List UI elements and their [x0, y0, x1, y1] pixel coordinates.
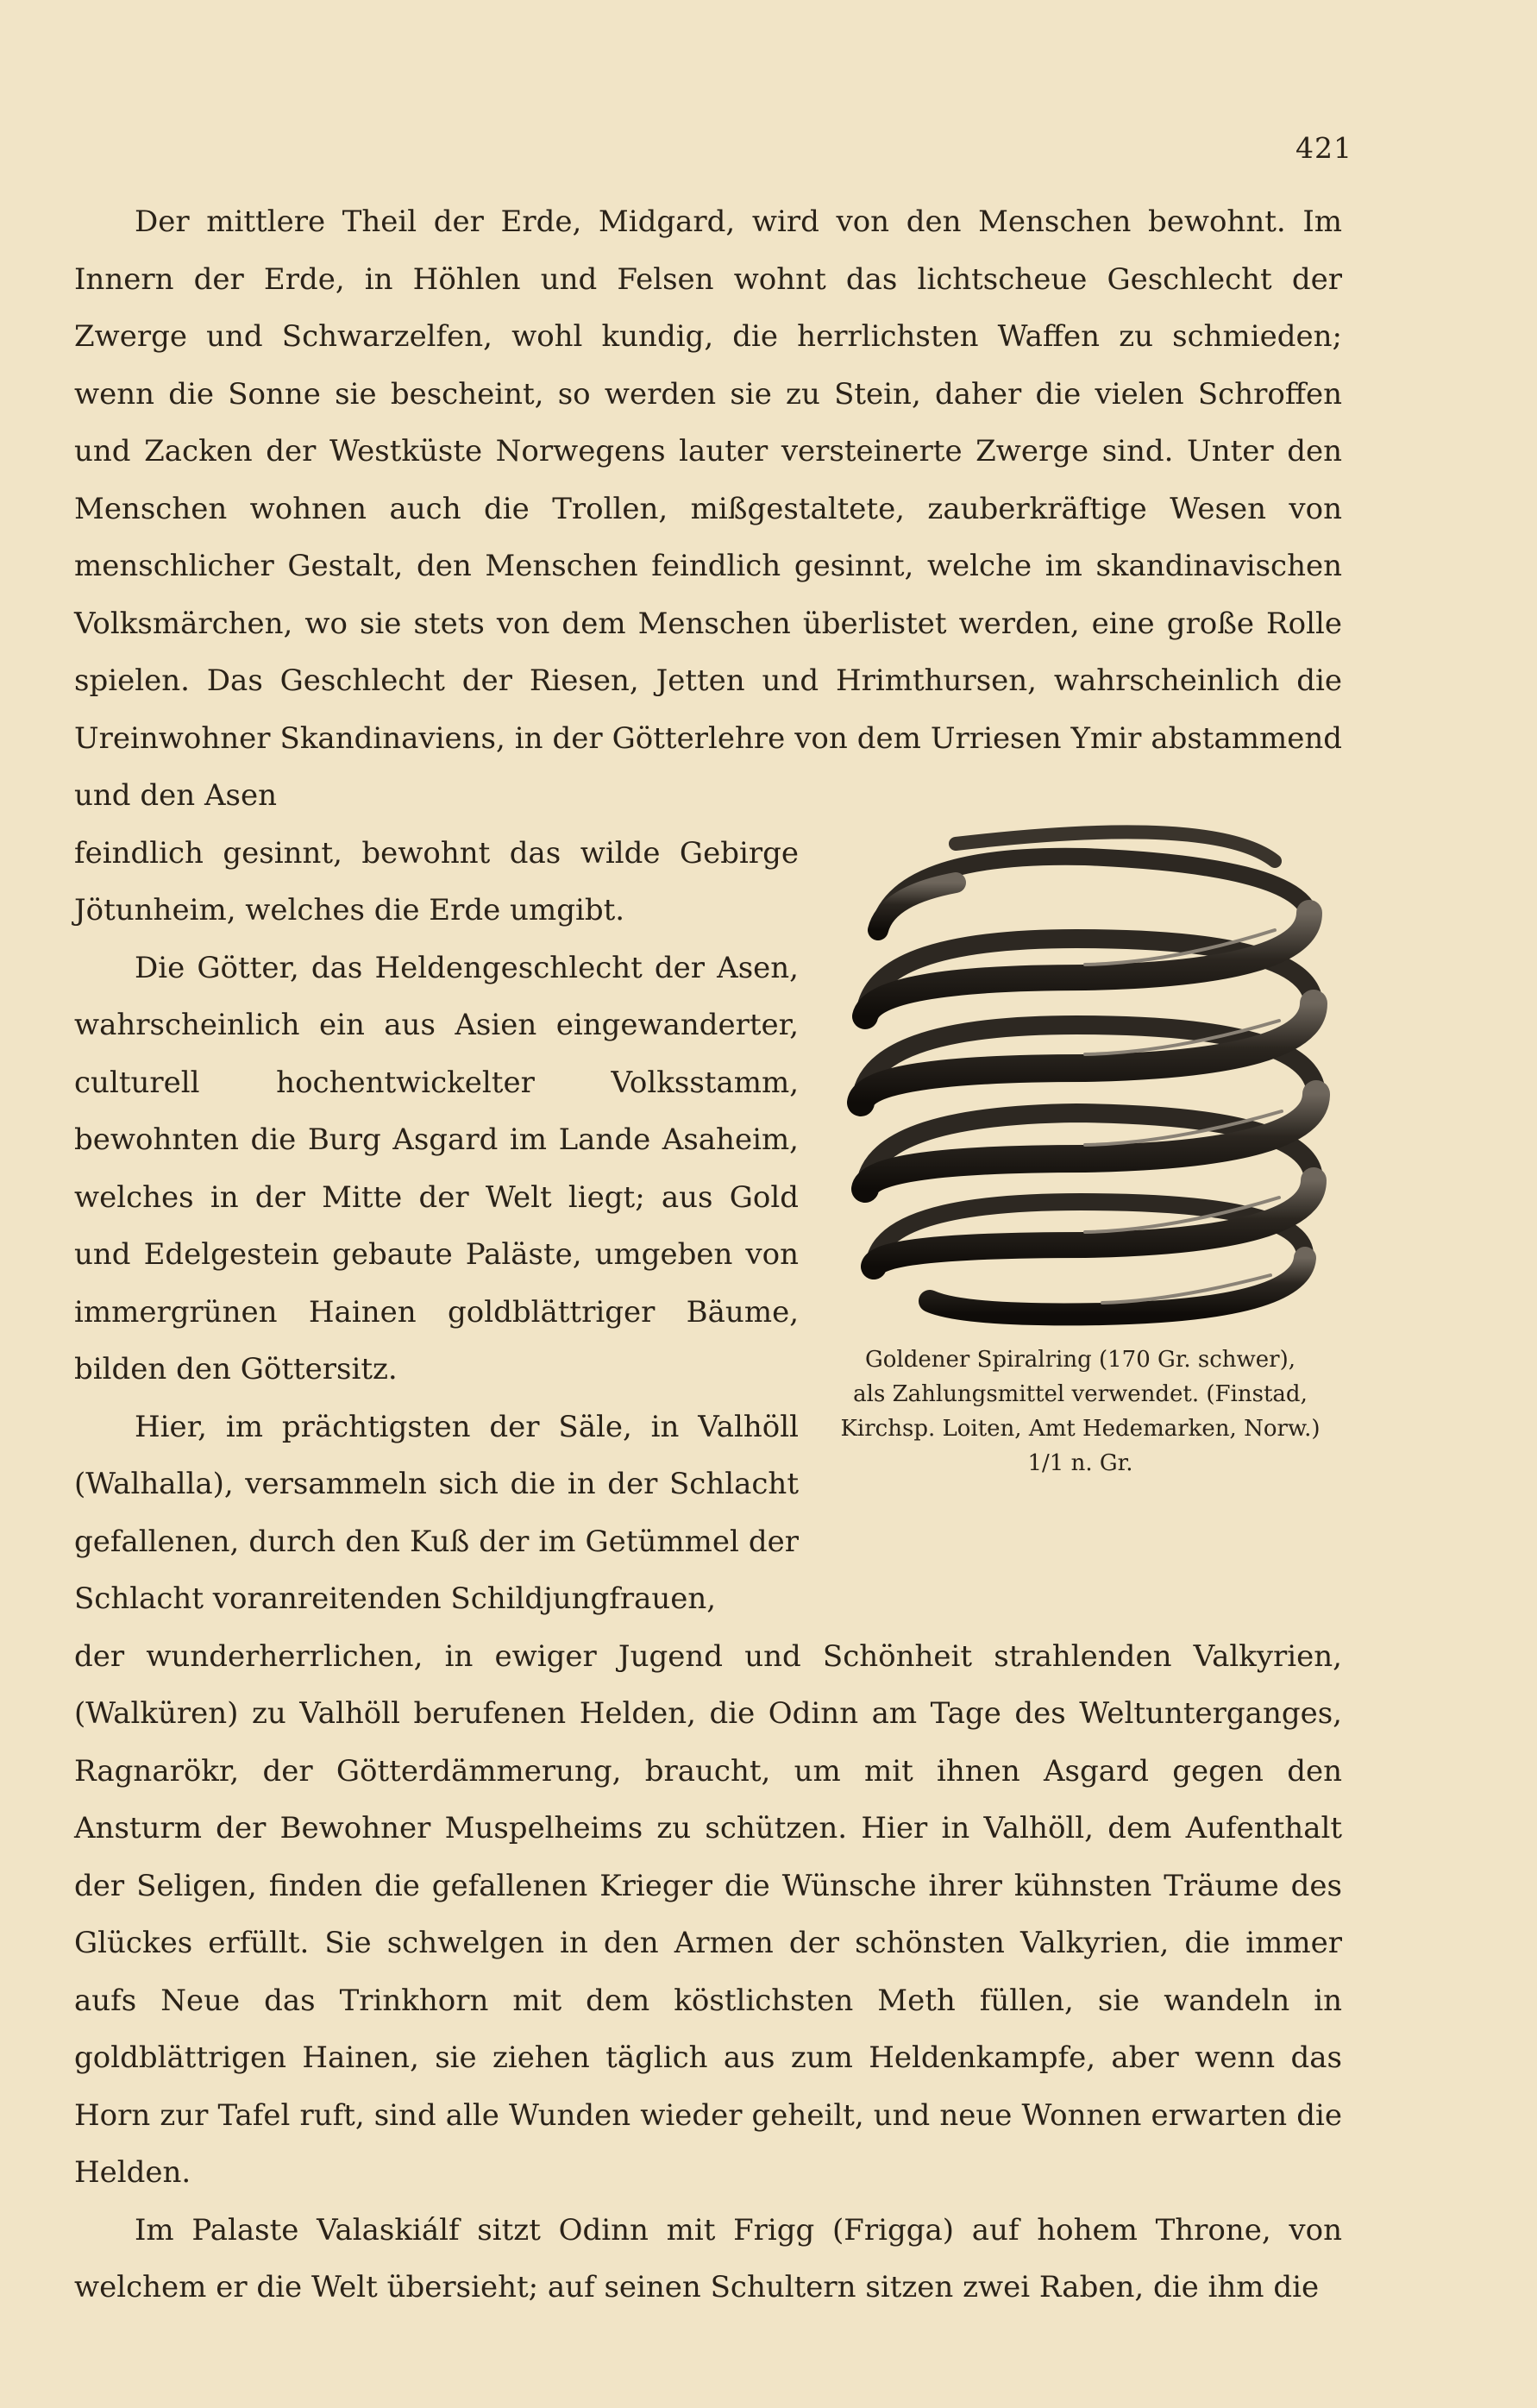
figure-spiral-ring [819, 818, 1341, 1481]
figure-caption [819, 1342, 1341, 1481]
paragraph: Hier, im prächtigsten der Säle, in Valhöll (Walhalla), versammeln sich die in der Schlacht gefallenen, durch den Kuß der im Getümmel der Schlacht voranreitenden Schildjungfrauen, [74, 1409, 799, 1616]
paragraph-top [74, 193, 1342, 825]
page-number: 421 [1295, 131, 1352, 165]
paragraph: Der mittlere Theil der Erde, Midgard, wird von den Menschen bewohnt. Im Innern der Erde, in Höhlen und Felsen wohnt das lichtscheue Geschlecht der Zwerge und Schwarzelfen, wohl kundig, die herrlichsten Waffen zu schmieden; wenn die Sonne sie bescheint, so werden sie zu Stein, daher die vielen Schroffen und Zacken der Westküste Norwegens lauter versteinerte Zwerge sind. Unter den Menschen wohnen auch die Trollen, mißgestaltete, zauberkräftige Wesen von menschlicher Gestalt, den Menschen feindlich gesinnt, welche im skandinavischen Volksmärchen, wo sie stets von dem Menschen überlistet werden, eine große Rolle spielen. Das Geschlecht der Riesen, Jetten und Hrimthursen, wahrscheinlich die Ureinwohner Skandinaviens, in der Götterlehre von dem Urriesen Ymir abstammend und den Asen [74, 204, 1342, 813]
caption-scale: 1/1 n. Gr. [1027, 1450, 1133, 1476]
paragraph: feindlich gesinnt, bewohnt das wilde Gebirge Jötunheim, welches die Erde umgibt. [74, 835, 799, 927]
paragraph-bottom [74, 1628, 1342, 2317]
spiral-ring-illustration-icon [826, 818, 1335, 1336]
paragraph: Die Götter, das Heldengeschlecht der Asen, wahrscheinlich ein aus Asien eingewanderter, culturell hochentwickelter Volksstamm, bewohnten die Burg Asgard im Lande Asaheim, welches in der Mitte der Welt liegt; aus Gold und Edelgestein gebaute Paläste, umgeben von immergrünen Hainen goldblättriger Bäume, bilden den Göttersitz. [74, 950, 799, 1386]
caption-line: als Zahlungsmittel verwendet. (Finstad, [853, 1381, 1308, 1407]
caption-line: Kirchsp. Loiten, Amt Hedemarken, Norw.) [840, 1416, 1321, 1442]
paragraph: der wunderherrlichen, in ewiger Jugend und Schönheit strahlenden Valkyrien, (Walküren) zu Valhöll berufenen Helden, die Odinn am Tage des Weltunterganges, Ragnarökr, der Götterdämmerung, braucht, um mit ihnen Asgard gegen den Ansturm der Bewohner Muspelheims zu schützen. Hier in Valhöll, dem Aufenthalt der Seligen, finden die gefallenen Krieger die Wünsche ihrer kühnsten Träume des Glückes erfüllt. Sie schwelgen in den Armen der schönsten Valkyrien, die immer aufs Neue das Trinkhorn mit dem köstlichsten Meth füllen, sie wandeln in goldblättrigen Hainen, sie ziehen täglich aus zum Heldenkampfe, aber wenn das Horn zur Tafel ruft, sind alle Wunden wieder geheilt, und neue Wonnen erwarten die Helden. [74, 1638, 1342, 2190]
paragraph-column-narrow [74, 825, 799, 1628]
caption-line: Goldener Spiralring (170 Gr. schwer), [864, 1347, 1296, 1373]
paragraph: Im Palaste Valaskiálf sitzt Odinn mit Frigg (Frigga) auf hohem Throne, von welchem er die Welt übersieht; auf seinen Schultern sitzen zwei Raben, die ihm die [74, 2212, 1342, 2304]
